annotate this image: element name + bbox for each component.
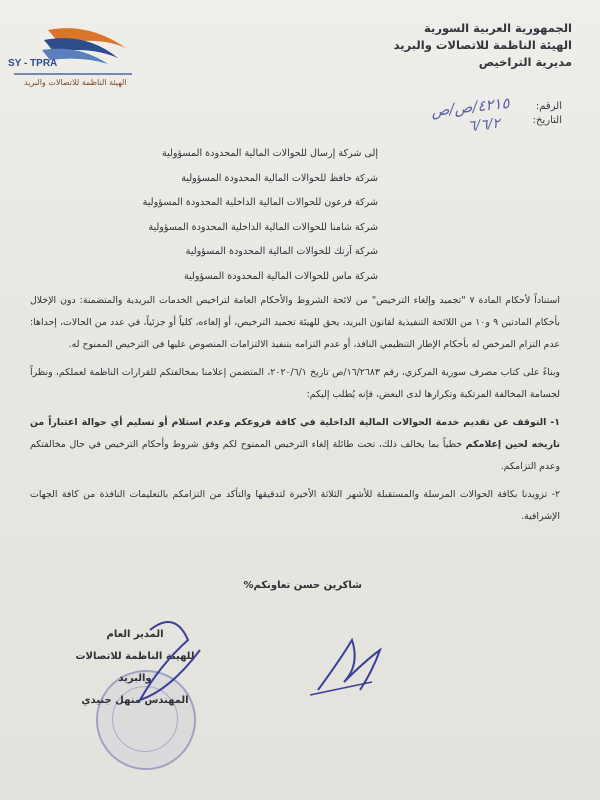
reference-number-label: الرقم: [535, 101, 562, 112]
signature-title: المدير العام [106, 629, 164, 640]
recipient-line: شركة ماس للحوالات المالية المحدودة المسؤولية [183, 270, 378, 282]
handwritten-reference-number: ٤٢١٥/ص/ص [430, 93, 511, 121]
reference-date-label: التاريخ: [532, 115, 562, 126]
recipient-line: شركة فرعون للحوالات المالية الداخلية المحدودة المسؤولية [142, 197, 378, 208]
request-item-1-bold: ١- التوقف عن تقديم خدمة الحوالات المالية الداخلية في كافة فروعكم وعدم استلام أو تسليم أي حوالة اعتباراً من تاريخه لحين إعلامكم [30, 417, 561, 450]
header-line-country: الجمهورية العربية السورية [424, 21, 572, 35]
body-paragraph-1: استناداً لأحكام المادة ٧ "تجميد وإلغاء الترخيص" من لائحة الشروط والأحكام العامة لتراخيص الخدمات البريدية والمتضمنة: دون الإخلال بأحكام المادتين ٩ و١٠ من اللائحة التنفيذية لقانون البريد، يحق للهيئة تجميد الترخيص، أو إلغاءه، كلياً أو جزئياً، في عدد من الحالات، إحداها: عدم التزام المرخص له بأحكام الإطار التنظيمي النافذ، أو عدم التزامه بتنفيذ الالتزامات المنصوص عليها في الترخيص الممنوح له. [30, 295, 560, 350]
recipient-line: إلى شركة إرسال للحوالات المالية المحدودة المسؤولية [161, 148, 378, 159]
recipient-line: شركة آرتك للحوالات المالية المحدودة المسؤولية [185, 246, 378, 257]
logo-latin-text: SY - TPRA [8, 58, 58, 69]
handwritten-date: ٦/٦/٢ [467, 115, 501, 135]
request-item-1-rest: خطياً بما يخالف ذلك، تحت طائلة إلغاء الترخيص الممنوح لكم وفق شروط وأحكام الترخيص في حال مخالفتكم وعدم التزامكم. [30, 439, 560, 472]
signature-org: للهيئة الناظمة للاتصالات والبريد [75, 651, 195, 684]
recipient-line: شركة حافظ للحوالات المالية المحدودة المسؤولية [181, 172, 378, 184]
logo-arabic-text: الهيئة الناظمة للاتصالات والبريد [24, 78, 127, 87]
closing-line: شاكرين حسن تعاونكم% [243, 580, 362, 591]
signature-name: المهندس منهل جنيدي [81, 695, 189, 706]
recipient-line: شركة شامنا للحوالات المالية الداخلية المحدودة المسؤولية [148, 221, 378, 233]
header-line-authority: الهيئة الناظمة للاتصالات والبريد [393, 38, 572, 52]
header-line-directorate: مديرية التراخيص [478, 55, 572, 69]
body-paragraph-2: وبناءً على كتاب مصرف سورية المركزي، رقم ١٦/٢٦٨٣/ص تاريخ ٢٠٢٠/٦/١، المتضمن إعلامنا بمخالفتكم للقرارات الناظمة لعملكم، ونظراً لجسامة المخالفة المرتكبة وتكرارها لدى البعض، فإنه يُطلب إليكم: [30, 367, 560, 400]
request-item-2: ٢- تزويدنا بكافة الحوالات المرسلة والمستقبلة للأشهر الثلاثة الأخيرة لتدقيقها والتأكد من التزامكم بالتعليمات النافذة من كافة الجهات الإشرافية. [30, 489, 560, 522]
